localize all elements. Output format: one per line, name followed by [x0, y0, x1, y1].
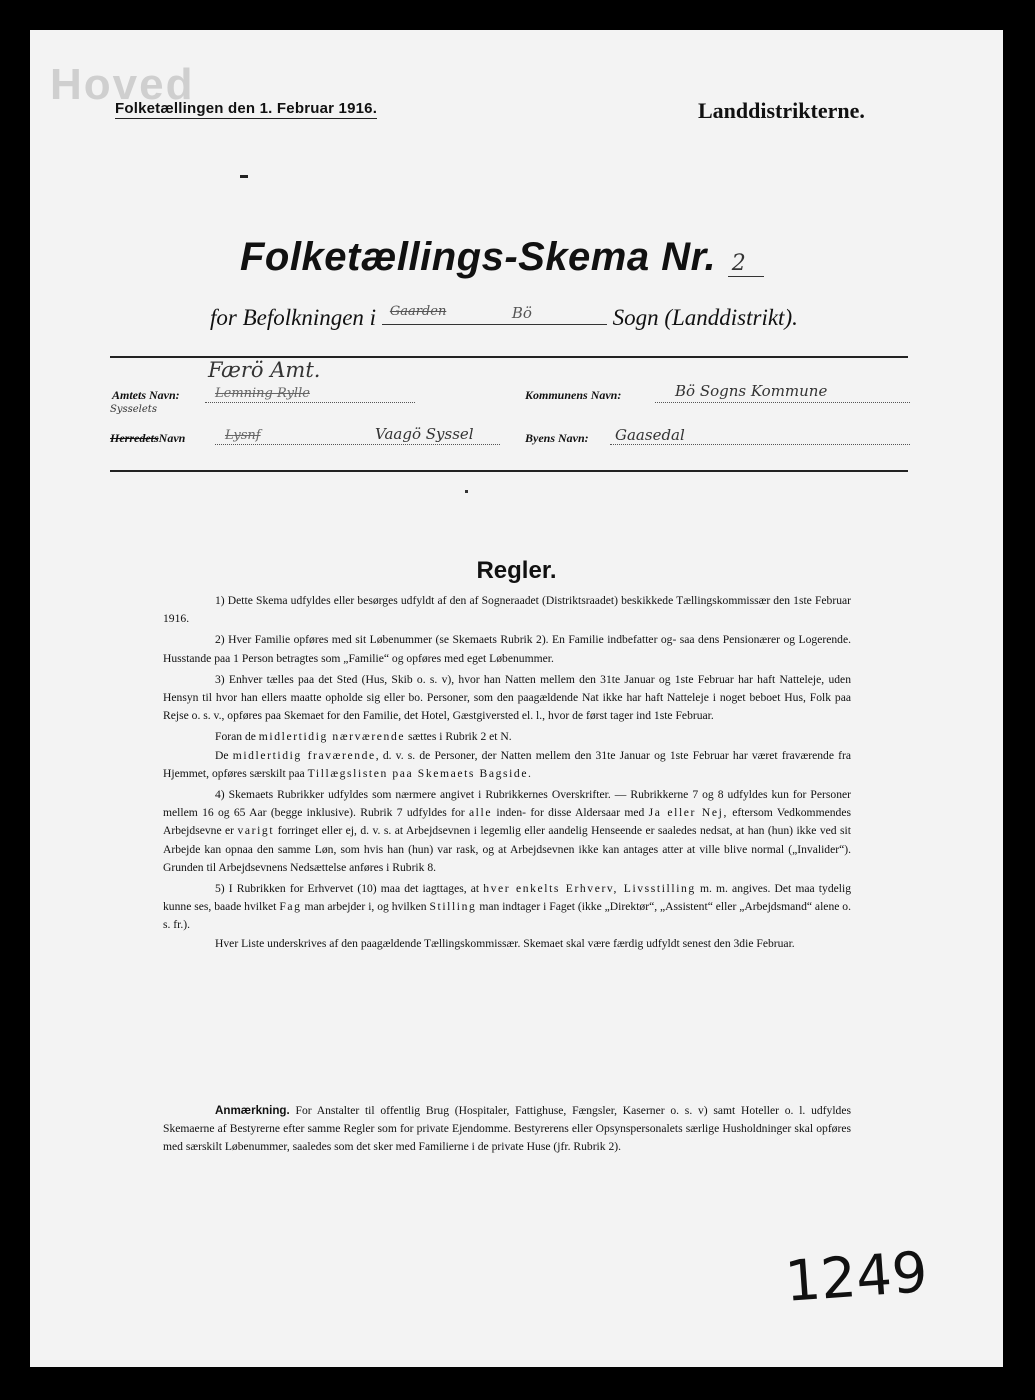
rule-3-nearby: Foran de midlertidig nærværende sættes i Rubrik 2 et N. [215, 730, 512, 744]
by-label: Byens Navn: [525, 431, 589, 445]
district-header: Landdistrikterne. [698, 98, 865, 123]
mark-dash [240, 175, 248, 178]
herred-struck-handwritten: Lysnf [225, 428, 261, 443]
parish-blank [382, 306, 607, 325]
rule-5: 5) I Rubrikken for Erhvervet (10) maa det iagttages, at hver enkelts Erhverv, Livsstilling m. m. angives. Det maa tydelig kunne ses, baade hvilket Fag man arbejder i, og hvilken Stilling man indtager i Faget (ikke „Direktør“, „Assistent“ eller „Arbejdsmand“ alene o. s. fr.). [163, 882, 852, 932]
amt-label: Amtets Navn: [112, 388, 180, 402]
amt-handwritten: Færö Amt. [208, 358, 321, 382]
form-subtitle [210, 305, 798, 331]
struck-handwriting: Gaarden [389, 304, 447, 319]
census-form-page [30, 30, 1003, 1367]
rule-6: Hver Liste underskrives af den paagældende Tællingskommissær. Skemaet skal være færdig udfyldt senest den 3die Februar. [215, 936, 795, 950]
kommune-label: Kommunens Navn: [525, 388, 622, 402]
herred-label [110, 431, 185, 446]
herred-label-text: Navn [158, 431, 186, 445]
rule-3-absent: De midlertidig fraværende, d. v. s. de Personer, der Natten mellem den 31te Januar og 1ste Februar har været fraværende fra Hjemmet, opføres særskilt paa Tillægslisten paa Skemaets Bagside. [163, 748, 851, 780]
subtitle-prefix: for Befolkningen i [210, 305, 377, 330]
rule-1: 1) Dette Skema udfyldes eller besørges udfyldt af den af Sogneraadet (Distriktsraadet) beskikkede Tællingskommissær den 1ste Februar 1916. [163, 594, 851, 626]
speck-mark [465, 490, 468, 493]
faded-stamp: Hoved [50, 60, 195, 109]
kommune-line [655, 402, 910, 403]
note-text: For Anstalter til offentlig Brug (Hospitaler, Fattighuse, Fængsler, Kaserner o. s. v) samt Hoteller o. l. udfyldes Skemaerne af Bestyrerne efter samme Regler som for private Ejendomme. Bestyrerens eller Opsynspersonalets særlige Husholdninger skal opføres med særskilt Løbenummer, saaledes som det sker med Familierne i de private Huse (jfr. Rubrik 2). [163, 1104, 852, 1154]
census-date-header: Folketællingen den 1. Februar 1916. [115, 100, 378, 117]
rule-2: 2) Hver Familie opføres med sit Løbenummer (se Skemaets Rubrik 2). En Familie indbefatter og- saa dens Pensionærer og Logerende. Husstande paa 1 Person betragtes som „Familie“ og opføres med eget Løbenummer. [163, 633, 851, 665]
by-line [610, 444, 910, 445]
regler-heading: Regler. [476, 557, 557, 584]
annotation-note [163, 1102, 851, 1157]
herred-handwritten: Vaagö Syssel [375, 425, 474, 443]
amt-struck-handwritten: Lemning Rylle [215, 386, 310, 401]
rule-4: 4) Skemaets Rubrikker udfyldes som nærmere angivet i Rubrikkernes Overskrifter. — Rubrikkerne 7 og 8 udfyldes kun for Personer mellem 16 og 65 Aar (begge inklusive). Rubrik 7 udfyldes for alle inden- for disse Aldersaar med Ja eller Nej, eftersom Vedkommendes Arbejdsevne er varigt forringet eller ej, d. v. s. at Arbejdsevnen i legemlig eller aandelig Henseende er saaledes nedsat, at han (hun) ikke ved sit Arbejde kan opnaa den samme Løn, som hvis han (hun) var rask, og at Arbejdsevnen ikke kan antages atter at ville blive normal („Invalider“). Grunden til Arbejdsevnens Nedsættelse anføres i Rubrik 8. [163, 788, 851, 874]
by-handwritten: Gaasedal [615, 426, 685, 444]
rules-text [163, 592, 851, 956]
form-title [240, 235, 764, 280]
page-number-handwritten: 1249 [782, 1240, 930, 1315]
form-number-handwritten: 2 [728, 251, 765, 277]
parish-handwritten: Bö [511, 304, 532, 322]
note-lead: Anmærkning. [215, 1104, 290, 1117]
rule-3: 3) Enhver tælles paa det Sted (Hus, Skib o. s. v), hvor han Natten mellem den 31te Januar og 1ste Februar har haft Natteleje, uden Hensyn til hvor han ellers maatte opholde sig eller bo. Personer, som den paagældende Nat ikke har haft Natteleje i noget beboet Hus, Folk paa Rejse o. s. v., opføres paa Skemaet for den Familie, det Hotel, Gæstgiversted el. l., hvor de først tager ind 1ste Februar. [163, 672, 851, 723]
bottom-rule [110, 470, 908, 472]
herred-line [215, 444, 500, 445]
kommune-handwritten: Bö Sogns Kommune [675, 382, 828, 400]
amt-line [205, 402, 415, 403]
subtitle-suffix: Sogn (Landdistrikt). [612, 305, 798, 330]
form-title-text: Folketællings-Skema Nr. [240, 235, 717, 279]
herred-label-struck: Herredets [110, 431, 159, 445]
sysselets-handwritten: Sysselets [110, 404, 157, 415]
